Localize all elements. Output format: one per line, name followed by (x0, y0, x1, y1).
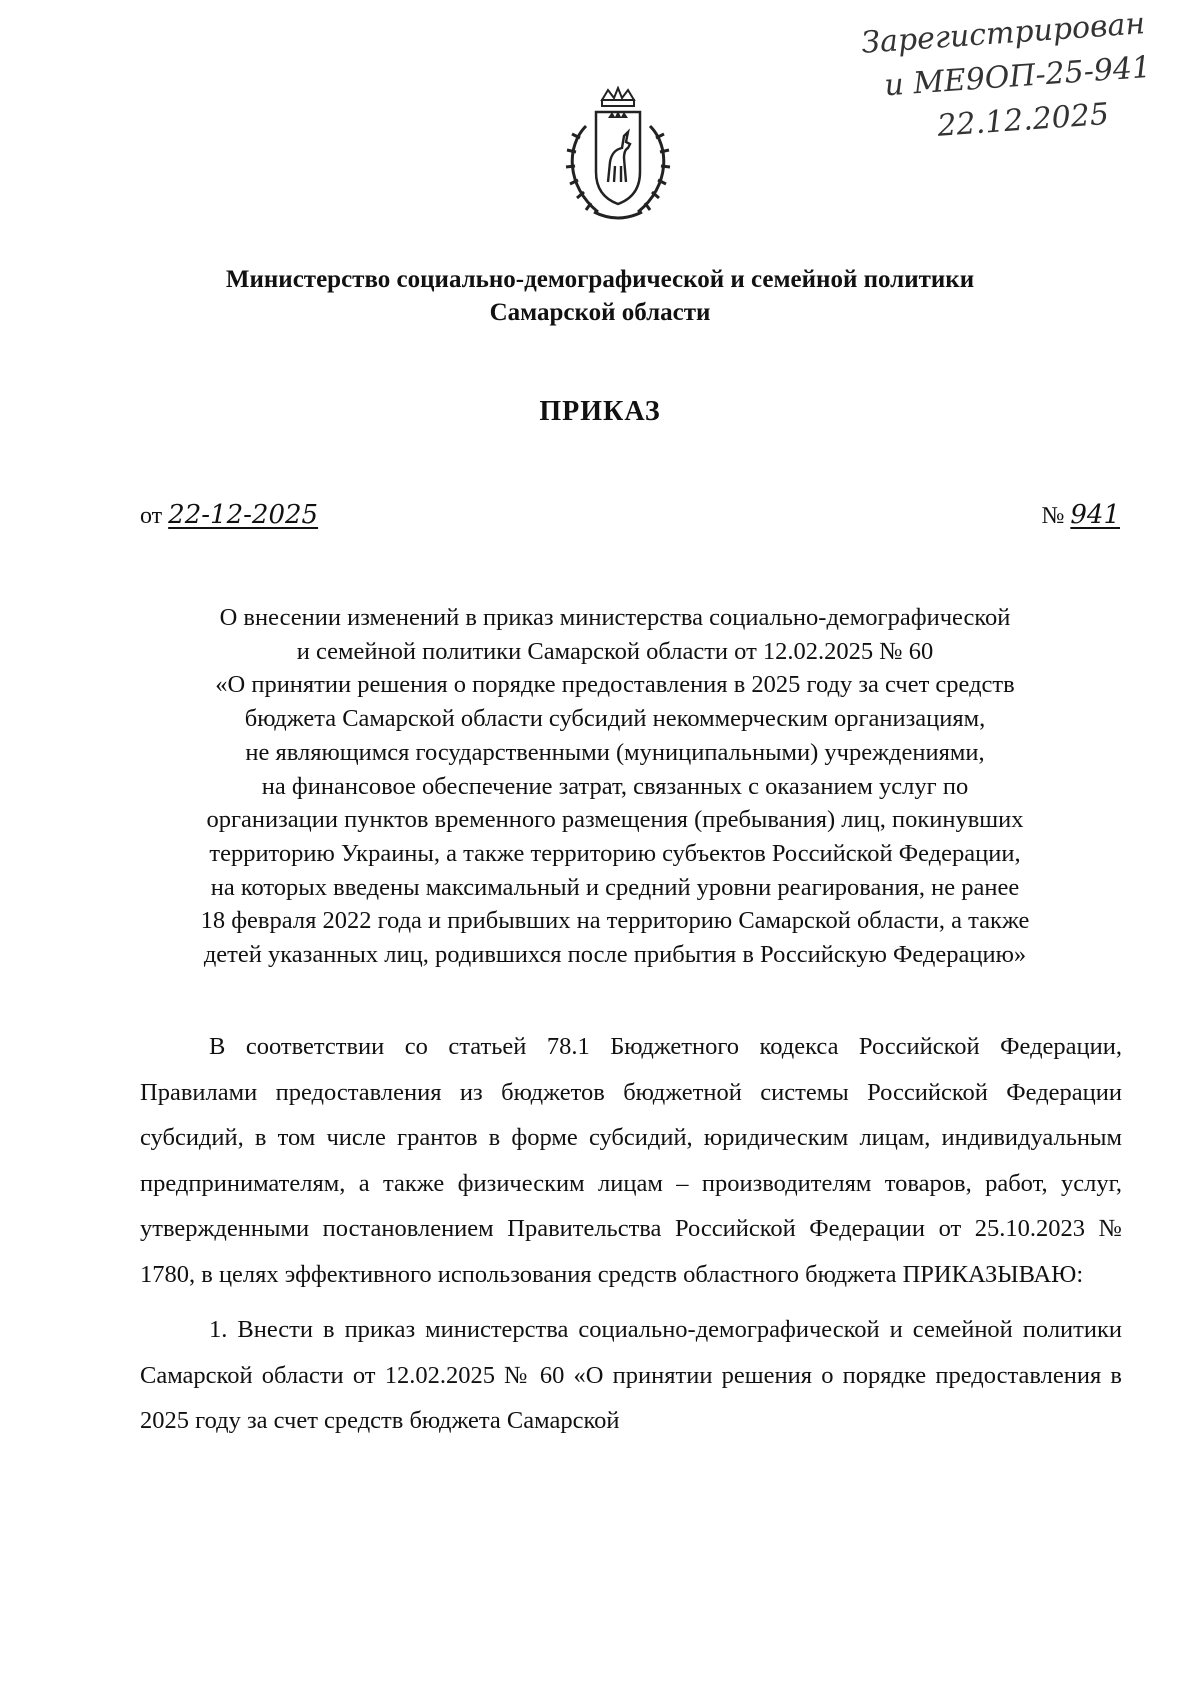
body-paragraph-preamble: В соответствии со статьей 78.1 Бюджетного кодекса Российской Федерации, Правилами предоставления из бюджетов бюджетной системы Российской Федерации субсидий, в том числе грантов в форме субсидий, юридическим лицам, индивидуальным предпринимателям, а также физическим лицам – производителям товаров, работ, услуг, утвержденными постановлением Правительства Российской Федерации от 25.10.2023 № 1780, в целях эффективного использования средств областного бюджета ПРИКАЗЫВАЮ: (140, 1033, 1122, 1288)
number-prefix: № (1041, 503, 1065, 529)
subject-line: не являющимся государственными (муниципальными) учреждениями, (245, 738, 985, 766)
number-handwritten-value: 941 (1070, 500, 1120, 530)
order-subject (120, 601, 1110, 972)
subject-line: организации пунктов временного размещения (пребывания) лиц, покинувших (206, 806, 1024, 834)
ministry-name-line-2: Самарской области (489, 299, 711, 326)
subject-line: О внесении изменений в приказ министерства социально-демографической (219, 604, 1011, 631)
document-type-title: ПРИКАЗ (539, 396, 661, 427)
order-body (140, 1024, 1122, 1444)
subject-line: и семейной политики Самарской области от 12.02.2025 № 60 (296, 637, 934, 665)
order-number (1041, 500, 1120, 530)
ministry-name (0, 263, 1200, 329)
samara-coat-of-arms-icon (558, 86, 678, 226)
registration-note-line-3: 22.12.2025 (936, 96, 1111, 144)
subject-line: детей указанных лиц, родившихся после прибытия в Российскую Федерацию» (203, 941, 1027, 969)
subject-line: на финансовое обеспечение затрат, связанных с оказанием услуг по (261, 772, 969, 800)
subject-line: 18 февраля 2022 года и прибывших на территорию Самарской области, а также (200, 907, 1030, 935)
ministry-name-line-1: Министерство социально-демографической и семейной политики (225, 266, 975, 293)
date-handwritten-value: 22-12-2025 (168, 500, 319, 530)
order-date (140, 500, 318, 530)
registration-note-line-1: Зарегистрирован (860, 6, 1147, 61)
registration-handwritten-note (860, 0, 1188, 154)
subject-line: на которых введены максимальный и средний уровни реагирования, не ранее (210, 873, 1020, 901)
subject-line: «О принятии решения о порядке предоставления в 2025 году за счет средств (215, 671, 1015, 699)
subject-line: территорию Украины, а также территорию субъектов Российской Федерации, (209, 839, 1021, 867)
subject-line: бюджета Самарской области субсидий некоммерческим организациям, (244, 705, 986, 733)
registration-note-line-2: и МЕ9ОП-25-941 (883, 49, 1153, 104)
body-paragraph-item-1: 1. Внести в приказ министерства социально-демографической и семейной политики Самарской области от 12.02.2025 № 60 «О принятии решения о порядке предоставления в 2025 году за счет средств бюджета Самарской (140, 1316, 1122, 1434)
date-prefix: от (140, 503, 163, 529)
